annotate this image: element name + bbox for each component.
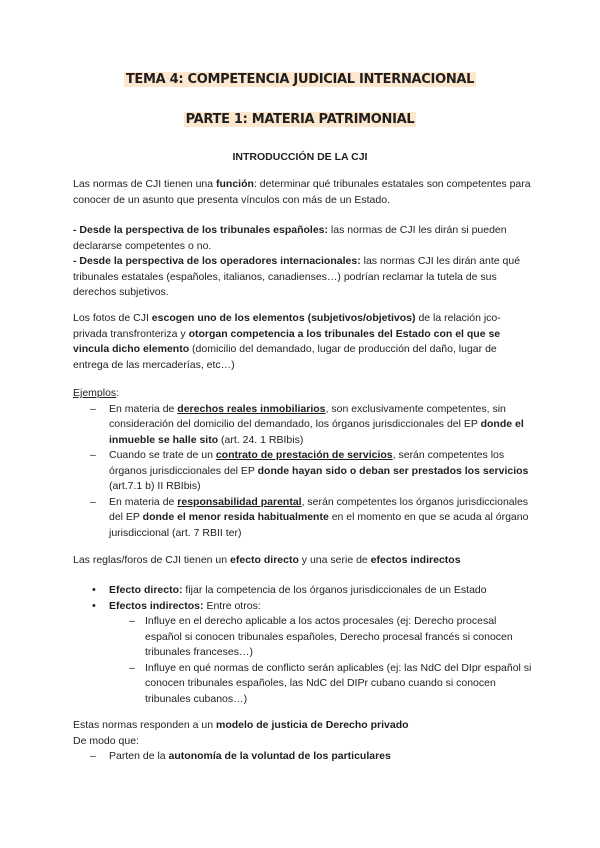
efectos-list bbox=[73, 583, 535, 614]
ejemplos-section bbox=[73, 386, 535, 541]
sub-list-item: – Influye en el derecho aplicable a los actos procesales (ej: Derecho procesal español si conocen tribunales españoles, Derecho procesal francés si conocen tribunales franceses…) bbox=[73, 614, 535, 661]
bold-text: otorgan competencia a los tribunales del Estado con el que se vincula dicho elemento bbox=[73, 327, 501, 355]
bold-text: autonomía de la voluntad de los particulares bbox=[168, 750, 391, 762]
bold-text: - Desde la perspectiva de los operadores internacionales: bbox=[73, 255, 361, 267]
modelo-list bbox=[73, 749, 535, 765]
text: (art. 24. 1 RBIbis) bbox=[218, 433, 304, 446]
ejemplos-label bbox=[73, 386, 535, 402]
paragraph-perspectives bbox=[73, 223, 535, 301]
text: Estas normas responden a un bbox=[73, 719, 217, 731]
perspective-spanish bbox=[73, 223, 535, 254]
list-item bbox=[73, 448, 535, 495]
perspective-international bbox=[73, 254, 535, 301]
list-item-efecto-directo bbox=[73, 583, 535, 599]
text: Las reglas/foros de CJI tienen un bbox=[73, 554, 231, 566]
document-title-text: TEMA 4: COMPETENCIA JUDICIAL INTERNACIONAL bbox=[125, 72, 475, 87]
bold-underlined-text: derechos reales inmobiliarios bbox=[177, 402, 326, 415]
document-title bbox=[0, 71, 600, 89]
text: Entre otros: bbox=[203, 599, 261, 612]
text: : determinar qué tribunales estatales son competentes para conocer de un asunto que presenta vínculos con más de un Estado. bbox=[73, 178, 531, 206]
bold-text: donde el menor resida habitualmente bbox=[142, 511, 329, 523]
text: En materia de bbox=[109, 495, 178, 508]
text: Los fotos de CJI bbox=[73, 312, 152, 324]
text: : bbox=[116, 387, 120, 399]
text: , serán competentes los órganos jurisdiccionales del EP bbox=[109, 495, 529, 523]
text: las normas de CJI les dirán si pueden declararse competentes o no. bbox=[73, 224, 507, 252]
bold-text: modelo de justicia de Derecho privado bbox=[216, 719, 409, 731]
text: Cuando se trate de un bbox=[109, 449, 216, 461]
bold-text: Efectos indirectos: bbox=[109, 599, 204, 612]
section-heading: INTRODUCCIÓN DE LA CJI bbox=[232, 151, 368, 163]
text: en el momento en que se acuda al órgano jurisdiccional (art. 7 RBII ter) bbox=[109, 511, 529, 539]
text: En materia de bbox=[109, 402, 178, 415]
bold-text: función bbox=[216, 178, 254, 190]
text: Parten de la bbox=[109, 750, 169, 762]
underlined-text: Ejemplos bbox=[73, 387, 117, 399]
sub-list-item: – Influye en qué normas de conflicto serán aplicables (ej: las NdC del DIpr español si conocen tribunales españoles, las NdC del DIPr cubano cuando si conocen tribunales cubanos…) bbox=[73, 661, 535, 708]
list-item bbox=[73, 749, 535, 765]
paragraph-funcion bbox=[73, 177, 535, 208]
bold-underlined-text: responsabilidad parental bbox=[177, 495, 302, 508]
text: fijar la competencia de los órganos jurisdiccionales de un Estado bbox=[182, 584, 487, 596]
paragraph-fotos bbox=[73, 311, 535, 373]
paragraph-reglas bbox=[73, 553, 535, 569]
bold-text: escogen uno de los elementos (subjetivos/objetivos) bbox=[151, 312, 416, 324]
efectos-indirectos-sublist bbox=[73, 614, 535, 707]
paragraph-modelo bbox=[73, 718, 535, 765]
bold-text: efectos indirectos bbox=[370, 554, 461, 566]
ejemplos-list bbox=[73, 402, 535, 542]
text: y una serie de bbox=[298, 554, 371, 566]
bold-text: efecto directo bbox=[230, 554, 299, 566]
part-title-text: PARTE 1: MATERIA PATRIMONIAL bbox=[185, 112, 415, 127]
efectos-section bbox=[73, 583, 535, 707]
list-item-efectos-indirectos bbox=[73, 599, 535, 615]
text: (art.7.1 b) II RBIbis) bbox=[109, 480, 201, 492]
bold-text: Efecto directo: bbox=[109, 584, 183, 596]
list-item bbox=[73, 402, 535, 449]
bold-text: donde hayan sido o deban ser prestados los servicios bbox=[257, 464, 529, 477]
text: De modo que: bbox=[73, 734, 139, 747]
text: de la relación jco-privada transfronteriza y bbox=[73, 312, 501, 340]
part-title bbox=[0, 111, 600, 129]
text: , serán competentes los órganos jurisdiccionales del EP bbox=[109, 449, 505, 477]
bold-text: - Desde la perspectiva de los tribunales españoles: bbox=[73, 224, 329, 236]
list-item bbox=[73, 495, 535, 542]
text: las normas CJI les dirán ante qué tribunales estatales (españoles, italianos, canadienses…) podrían reclamar la tutela de sus derechos subjetivos. bbox=[73, 255, 521, 298]
text: , son exclusivamente competentes, sin consideración del domicilio del demandado, los órganos jurisdiccionales del EP bbox=[109, 402, 506, 430]
text: (domicilio del demandado, lugar de producción del daño, lugar de entrega de las mercaderías, etc…) bbox=[73, 343, 497, 371]
text: Las normas de CJI tienen una bbox=[73, 178, 217, 190]
bold-text: donde el inmueble se halle sito bbox=[109, 418, 524, 446]
bold-underlined-text: contrato de prestación de servicios bbox=[215, 449, 393, 461]
